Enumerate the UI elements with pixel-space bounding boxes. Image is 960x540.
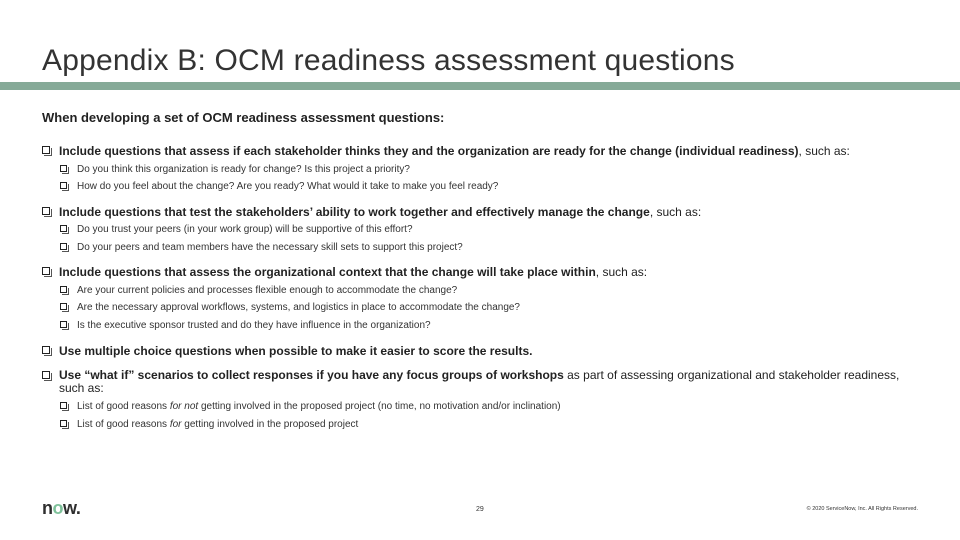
checkbox-bullet-icon bbox=[60, 321, 67, 328]
sub-bullet-text: Is the executive sponsor trusted and do they have influence in the organization? bbox=[77, 320, 431, 331]
servicenow-logo: now. bbox=[42, 498, 81, 518]
sub-bullet-text: Do you think this organization is ready for change? Is this project a priority? bbox=[77, 164, 410, 175]
bullet-suffix: , such as: bbox=[595, 265, 648, 279]
page-number: 29 bbox=[476, 506, 484, 513]
sub-bullet-text: List of good reasons for getting involved in the proposed project bbox=[77, 419, 359, 430]
checkbox-bullet-icon bbox=[42, 371, 50, 379]
intro-text: When developing a set of OCM readiness assessment questions: bbox=[42, 110, 445, 125]
sub-bullet-text: List of good reasons for not getting involved in the proposed project (no time, no motivation and/or inclination) bbox=[77, 401, 561, 412]
bullet-heading: Include questions that assess if each stakeholder thinks they and the organization are ready for the change (individual readiness) bbox=[59, 144, 799, 158]
checkbox-bullet-icon bbox=[42, 146, 50, 154]
bullet-heading: Use multiple choice questions when possible to make it easier to score the results. bbox=[59, 344, 533, 358]
checkbox-bullet-icon bbox=[42, 267, 50, 275]
bullet-heading: Use “what if” scenarios to collect responses if you have any focus groups of workshops bbox=[59, 368, 564, 382]
sub-bullet-text: How do you feel about the change? Are you ready? What would it take to make you feel ready? bbox=[77, 181, 499, 192]
slide-title: Appendix B: OCM readiness assessment questions bbox=[42, 44, 735, 77]
bullet-heading: Include questions that test the stakeholders’ ability to work together and effectively manage the change bbox=[59, 205, 650, 219]
bullet-heading: Include questions that assess the organizational context that the change will take place within bbox=[59, 265, 596, 279]
copyright-notice: © 2020 ServiceNow, Inc. All Rights Reserved. bbox=[806, 506, 918, 512]
checkbox-bullet-icon bbox=[60, 402, 67, 409]
sub-bullet-text: Do your peers and team members have the necessary skill sets to support this project? bbox=[77, 242, 463, 253]
bullet-suffix: as part of assessing organizational and stakeholder readiness, such as: bbox=[59, 368, 900, 395]
sub-bullet-text: Do you trust your peers (in your work group) will be supportive of this effort? bbox=[77, 224, 413, 235]
sub-bullet-text: Are your current policies and processes flexible enough to accommodate the change? bbox=[77, 285, 458, 296]
bullet-suffix: , such as: bbox=[649, 205, 702, 219]
bullet-suffix: , such as: bbox=[798, 144, 850, 158]
checkbox-bullet-icon bbox=[60, 243, 67, 250]
checkbox-bullet-icon bbox=[60, 286, 67, 293]
sub-bullet-text: Are the necessary approval workflows, systems, and logistics in place to accommodate the change? bbox=[77, 302, 520, 313]
checkbox-bullet-icon bbox=[60, 420, 67, 427]
checkbox-bullet-icon bbox=[60, 165, 67, 172]
checkbox-bullet-icon bbox=[42, 346, 50, 354]
checkbox-bullet-icon bbox=[60, 225, 67, 232]
checkbox-bullet-icon bbox=[60, 303, 67, 310]
title-divider bbox=[0, 82, 960, 90]
checkbox-bullet-icon bbox=[60, 182, 67, 189]
checkbox-bullet-icon bbox=[42, 207, 50, 215]
